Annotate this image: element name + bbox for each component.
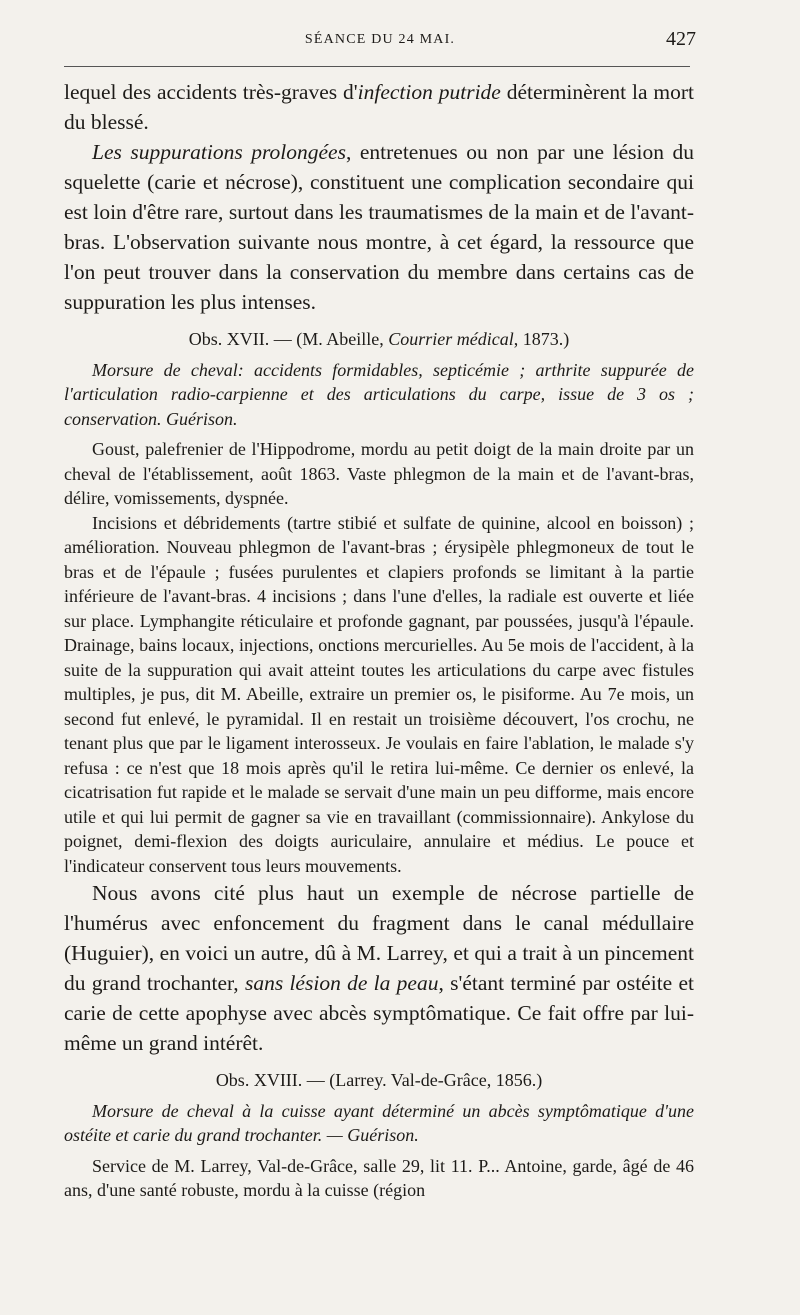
- obs-xviii-heading: Obs. XVIII. — (Larrey. Val-de-Grâce, 1856.): [215, 1070, 543, 1090]
- text-run: , entretenues ou non par une lésion du squelette (carie et nécrose), constituent une complication secondaire qui est loin d'être rare, surtout dans les traumatismes de la main et de l'avant-bras. L'observation suivante nous montre, à cet égard, la ressource que l'on peut trouver dans la conservation du membre dans certains cas de suppuration les plus intenses.: [64, 140, 694, 314]
- text-run: , 1873.): [513, 329, 570, 349]
- text-run: Nous avons cité plus haut un exemple de nécrose partielle de l'humérus avec enfoncement du fragment dans le canal médullaire (Huguier), en voici un autre, dû à M. Larrey, et qui a trait à un pincement du grand trochanter,: [64, 881, 694, 995]
- obs-xvii-paragraph-2: Incisions et débridements (tartre stibié et sulfate de quinine, alcool en boisson) ; amélioration. Nouveau phlegmon de l'avant-bras ; érysipèle phlegmoneux de tout le bras et de l'épaule ; fusées purulentes et clapiers profonds se limitant à la partie inférieure de l'avant-bras. 4 incisions ; dans l'une d'elles, la radiale est ouverte et liée sur place. Lymphangite réticulaire et profonde gagnant, par poussées, jusqu'à l'épaule. Drainage, bains locaux, injections, onctions mercurielles. Au 5e mois de l'accident, à la suite de la suppuration qui avait atteint toutes les articulations du carpe avec fistules multiples, je pus, dit M. Abeille, extraire un premier os, le pisiforme. Au 7e mois, un second fut enlevé, le pyramidal. Il en restait un troisième découvert, l'os crochu, ne tenant plus que par le ligament interosseux. Je voulais en faire l'ablation, le malade s'y refusa : ce n'est que 18 mois après qu'il le retira lui-même. Ce dernier os enlevé, la cicatrisation fut rapide et le malade se servait d'une main un peu difforme, mais encore utile et qui lui permit de gagner sa vie en travaillant (commissionnaire). Ankylose du poignet, demi-flexion des doigts auriculaire, annulaire et médius. Le pouce et l'indicateur conservent tous leurs mouvements.: [64, 512, 694, 876]
- obs-xvii-paragraph-1: Goust, palefrenier de l'Hippodrome, mordu au petit doigt de la main droite par un cheval de l'établissement, août 1863. Vaste phlegmon de la main et de l'avant-bras, délire, vomissements, dyspnée.: [64, 439, 694, 508]
- header-rule: [64, 66, 690, 67]
- italic-run: infection putride: [357, 80, 501, 104]
- text-run: déterminèrent la mort du blessé.: [64, 80, 694, 134]
- italic-run: Les suppurations prolongées: [92, 140, 346, 164]
- paragraph-necrose: [64, 878, 694, 1058]
- obs-xviii-paragraph-1: Service de M. Larrey, Val-de-Grâce, salle 29, lit 11. P... Antoine, garde, âgé de 46 ans, d'une santé robuste, mordu à la cuisse (région: [64, 1155, 694, 1200]
- text-run: Obs. XVII. — (M. Abeille,: [188, 329, 389, 349]
- page-header: [64, 30, 696, 54]
- page-number: 427: [666, 28, 696, 50]
- italic-run: Courrier médical: [388, 329, 514, 349]
- text-run: lequel des accidents très-graves d': [64, 80, 358, 104]
- text-run: , s'étant terminé par ostéite et carie de cette apophyse avec abcès symptômatique. Ce fait offre par lui-même un grand intérêt.: [64, 971, 695, 1055]
- obs-xvii-title: Morsure de cheval: accidents formidables, septicémie ; arthrite suppurée de l'articulation radio-carpienne et des articulations du carpe, issue de 3 os ; conservation. Guérison.: [64, 359, 694, 429]
- obs-xviii-title: Morsure de cheval à la cuisse ayant déterminé un abcès symptômatique d'une ostéite et carie du grand trochanter. — Guérison.: [64, 1100, 694, 1145]
- paragraph-intro: [64, 77, 694, 137]
- body-text: [64, 77, 694, 1203]
- paragraph-suppurations: [64, 137, 694, 317]
- obs-xvii-heading: [64, 327, 694, 352]
- italic-run: sans lésion de la peau: [244, 971, 439, 995]
- running-head: SÉANCE DU 24 MAI.: [304, 32, 456, 47]
